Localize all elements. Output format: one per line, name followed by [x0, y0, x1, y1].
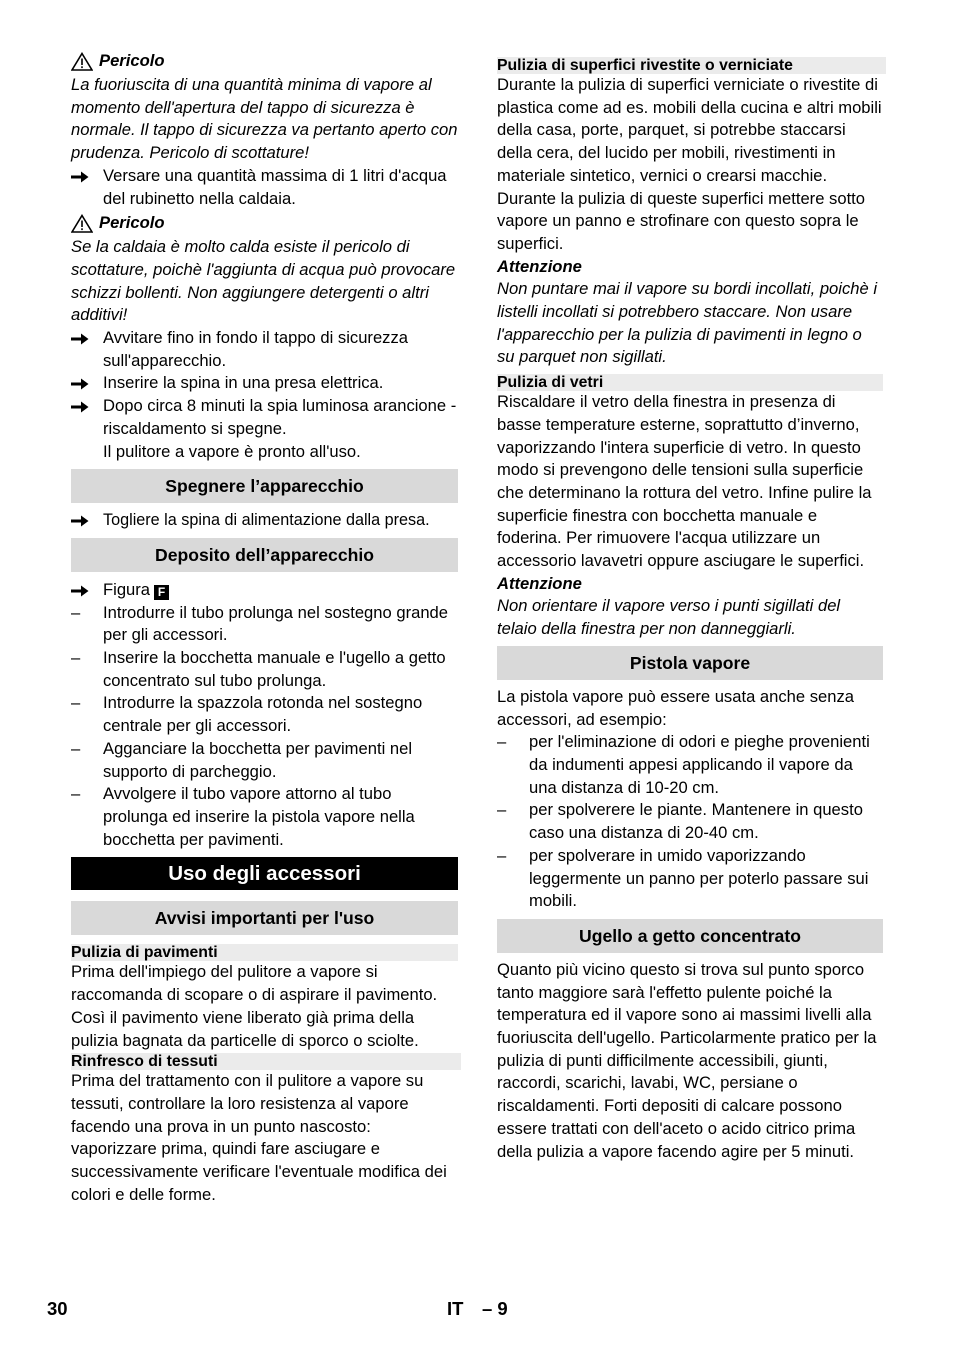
attention-title: Attenzione [497, 256, 582, 276]
arrow-right-icon [71, 515, 89, 527]
list-item: – Avvolgere il tubo vapore attorno al tubo prolunga ed inserire la pistola vapore nella bocchetta per pavimenti. [71, 783, 458, 851]
instruction-step [71, 509, 458, 532]
step-text: Inserire la spina in una presa elettrica. [103, 373, 384, 393]
list-item-text: Inserire la bocchetta manuale e l'ugello a getto concentrato sul tubo prolunga. [103, 648, 446, 690]
list-item-text: per spolverare in umido vaporizzando leggermente un panno per poterlo passare sui mobili. [529, 845, 869, 911]
warning-text: Se la caldaia è molto calda esiste il pericolo di scottature, poichè l'aggiunta di acqua può provocare schizzi bollenti. Non aggiungere detergenti o altri additivi! [71, 237, 456, 325]
warning-title: Pericolo [99, 50, 165, 70]
step-text: Togliere la spina di alimentazione dalla presa. [103, 511, 430, 530]
warning-heading [71, 48, 458, 74]
section-heading-avvisi: Avvisi importanti per l'uso [71, 901, 458, 935]
section-heading-deposito: Deposito dell’apparecchio [71, 538, 458, 572]
right-column [497, 57, 883, 1163]
list-item: – Introdurre il tubo prolunga nel sostegno grande per gli accessori. [71, 602, 458, 647]
warning-text: La fuoriuscita di una quantità minima di vapore al momento dell'apertura del tappo di sicurezza è normale. Il tappo di sicurezza va pertanto aperto con prudenza. Pericolo di scottature! [71, 75, 458, 163]
subheading-superfici: Pulizia di superfici rivestite o verniciate [497, 57, 886, 74]
list-item: – per spolverere le piante. Mantenere in questo caso una distanza di 20-40 cm. [497, 799, 883, 844]
subheading-tessuti: Rinfresco di tessuti [71, 1053, 461, 1070]
warning-title: Pericolo [99, 212, 165, 232]
warning-heading [71, 210, 458, 236]
list-item-text: per spolverere le piante. Mantenere in questo caso una distanza di 20-40 cm. [529, 800, 863, 843]
warning-triangle-icon [71, 214, 93, 233]
section-heading-ugello: Ugello a getto concentrato [497, 919, 883, 953]
list-item-text: Introdurre la spazzola rotonda nel sostegno centrale per gli accessori. [103, 693, 423, 736]
subheading-vetri: Pulizia di vetri [497, 374, 883, 391]
instruction-step [71, 165, 458, 210]
step-text: Avvitare fino in fondo il tappo di sicurezza sull'apparecchio. [103, 328, 409, 370]
left-column [71, 50, 458, 1206]
arrow-right-icon [71, 333, 89, 345]
arrow-right-icon [71, 378, 89, 390]
attention-text: Non puntare mai il vapore su bordi incollati, poichè i listelli incollati si potrebbero staccare. Non usare l'apparecchio per la pulizia di pavimenti in legno o su parquet non sigillati. [497, 279, 878, 367]
list-item-text: Avvolgere il tubo vapore attorno al tubo prolunga ed inserire la pistola vapore nella bocchetta per pavimenti. [103, 784, 415, 849]
section-heading-pistola: Pistola vapore [497, 646, 883, 680]
instruction-step [71, 372, 458, 395]
paragraph-tessuti: Prima del trattamento con il pulitore a vapore su tessuti, controllare la loro resistenza al vapore facendo una prova in un punto nascosto: vaporizzare prima, quindi fare asciugare e successivamente verificare l'eventuale modifica dei colori e delle forme. [71, 1071, 447, 1204]
list-item-text: Introdurre il tubo prolunga nel sostegno grande per gli accessori. [103, 602, 449, 645]
list-item: – per l'eliminazione di odori e pieghe provenienti da indumenti appesi applicando il vapore da una distanza di 10-20 cm. [497, 731, 883, 799]
list-item: – Introdurre la spazzola rotonda nel sostegno centrale per gli accessori. [71, 692, 458, 737]
step-text: Versare una quantità massima di 1 litri d'acqua del rubinetto nella caldaia. [103, 165, 447, 208]
list-item: – per spolverare in umido vaporizzando leggermente un panno per poterlo passare sui mobili. [497, 845, 883, 913]
warning-triangle-icon [71, 52, 93, 71]
paragraph-pavimenti: Prima dell'impiego del pulitore a vapore si raccomanda di scopare o di aspirare il pavimento. Così il pavimento viene liberato già prima della pulizia bagnata da particelle di sporco o sciolte. [71, 962, 438, 1050]
step-note: Il pulitore a vapore è pronto all'uso. [103, 441, 361, 461]
footer-section-label: IT [447, 1298, 464, 1319]
instruction-step [71, 579, 458, 602]
paragraph-superfici: Durante la pulizia di superfici verniciate o rivestite di plastica come ad es. mobili della cucina e altri mobili della casa, porte, parquet, si potrebbe staccarsi della cera, del lucido per mobili, rivestimenti in materiale sintetico, vernici o crearsi macchie. Durante la pulizia di queste superfici mettere sotto vapore un panno e strofinare con questo sopra le superfici. [497, 75, 882, 253]
chapter-heading-uso: Uso degli accessori [71, 857, 458, 890]
instruction-step [71, 395, 458, 463]
list-item: – Inserire la bocchetta manuale e l'ugello a getto concentrato sul tubo prolunga. [71, 647, 458, 692]
paragraph-vetri: Riscaldare il vetro della finestra in presenza di basse temperature esterne, soprattutto d’inverno, vaporizzando l'intera superficie di vetro. In questo modo si prevengono delle tensioni sulla superficie che determinano la rottura del vetro. Infine pulire la superficie finestra con bocchetta manuale e foderina. Per rimuovere l'acqua utilizzare un accessorio lavavetri oppure asciugare le superfici. [497, 392, 872, 571]
paragraph-ugello: Quanto più vicino questo si trova sul punto sporco tanto maggiore sarà l'effetto pulente poiché la temperatura ed il vapore sono ai massimi livelli alla fuoriuscita dell'ugello. Particolarmente pratico per la pulizia di punti difficilmente accessibili, giunti, raccordi, scarichi, lavabi, WC, persiane o riscaldamenti. Forti depositi di calcare possono essere trattati con dell'aceto o acido citrico prima della pulizia a vapore facendo agire per 5 minuti. [497, 959, 877, 1161]
arrow-right-icon [71, 171, 89, 183]
page-number: 30 [47, 1298, 68, 1319]
figure-label: Figura [103, 579, 151, 599]
arrow-right-icon [71, 401, 89, 413]
list-item-text: Agganciare la bocchetta per pavimenti nel supporto di parcheggio. [103, 738, 413, 781]
paragraph-pistola: La pistola vapore può essere usata anche senza accessori, ad esempio: [497, 686, 855, 729]
footer-section-page: – 9 [482, 1298, 508, 1319]
attention-text: Non orientare il vapore verso i punti sigillati del telaio della finestra per non danneggiarli. [497, 596, 841, 639]
instruction-step [71, 327, 458, 372]
arrow-right-icon [71, 585, 89, 597]
step-text: Dopo circa 8 minuti la spia luminosa arancione - riscaldamento si spegne. [103, 396, 457, 438]
subheading-pavimenti: Pulizia di pavimenti [71, 944, 458, 961]
figure-ref-badge: F [154, 585, 169, 600]
section-heading-spegnere: Spegnere l’apparecchio [71, 469, 458, 503]
list-item: – Agganciare la bocchetta per pavimenti nel supporto di parcheggio. [71, 738, 458, 783]
list-item-text: per l'eliminazione di odori e pieghe provenienti da indumenti appesi applicando il vapore da una distanza di 10-20 cm. [529, 732, 870, 797]
attention-title: Attenzione [497, 573, 582, 593]
